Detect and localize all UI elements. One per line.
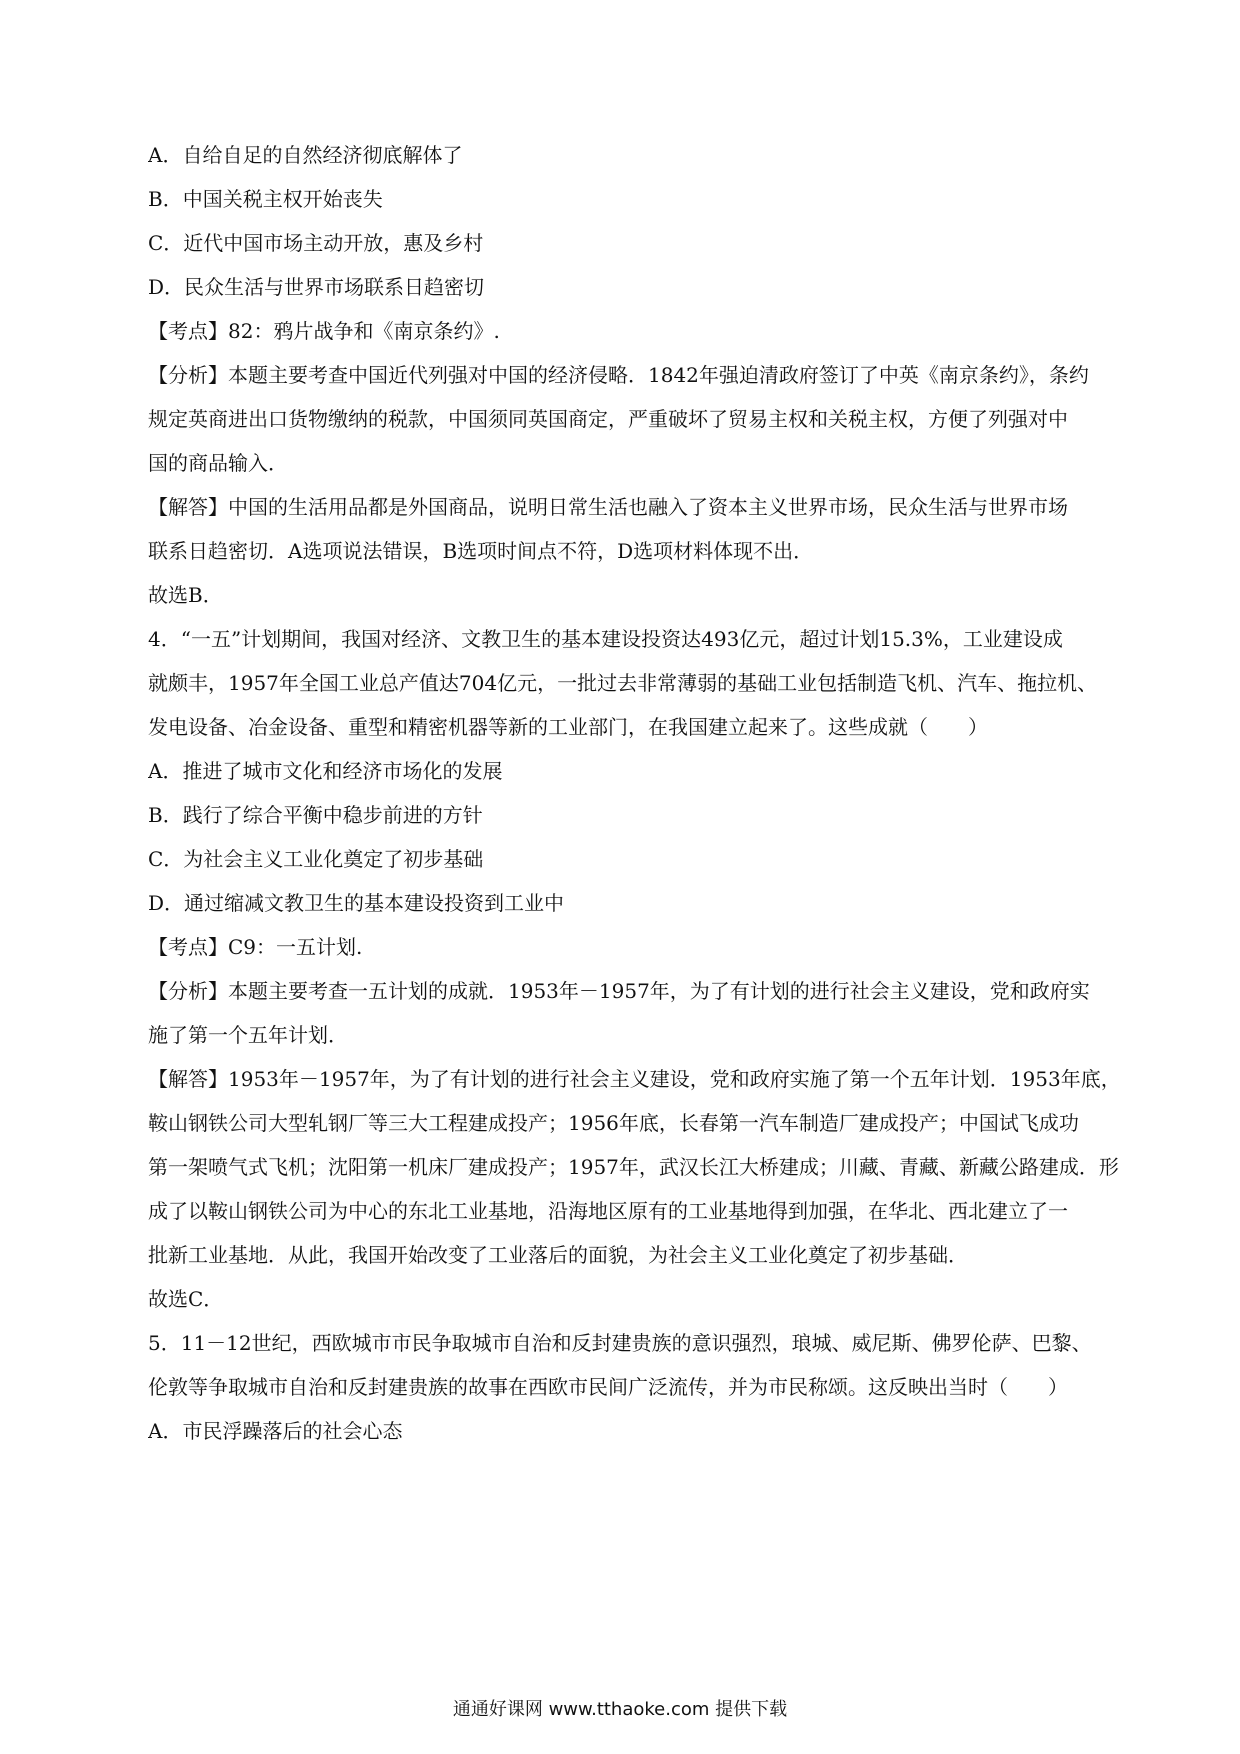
option-b: B．中国关税主权开始丧失 (148, 187, 383, 211)
conclusion: 故选B． (148, 583, 223, 607)
answer-line: 批新工业基地．从此，我国开始改变了工业落后的面貌，为社会主义工业化奠定了初步基础． (148, 1243, 968, 1267)
answer-line: 【解答】中国的生活用品都是外国商品，说明日常生活也融入了资本主义世界市场，民众生活与世界市场 (148, 495, 1068, 519)
answer-line: 【解答】1953年－1957年，为了有计划的进行社会主义建设，党和政府实施了第一个五年计划．1953年底， (148, 1067, 1121, 1091)
question-line: 就颇丰，1957年全国工业总产值达704亿元，一批过去非常薄弱的基础工业包括制造飞机、汽车、拖拉机、 (148, 671, 1098, 695)
question-line: 5．11－12世纪，西欧城市市民争取城市自治和反封建贵族的意识强烈，琅城、威尼斯、佛罗伦萨、巴黎、 (148, 1331, 1092, 1355)
analysis-line: 施了第一个五年计划． (148, 1023, 348, 1047)
option-c: C．为社会主义工业化奠定了初步基础 (148, 847, 484, 871)
option-a: A．市民浮躁落后的社会心态 (148, 1419, 403, 1443)
option-d: D．通过缩减文教卫生的基本建设投资到工业中 (148, 891, 565, 915)
analysis-line: 【分析】本题主要考查中国近代列强对中国的经济侵略．1842年强迫清政府签订了中英《南京条约》，条约 (148, 363, 1089, 387)
analysis-line: 国的商品输入． (148, 451, 288, 475)
analysis-line: 【分析】本题主要考查一五计划的成就．1953年－1957年，为了有计划的进行社会主义建设，党和政府实 (148, 979, 1090, 1003)
analysis-line: 规定英商进出口货物缴纳的税款，中国须同英国商定，严重破坏了贸易主权和关税主权，方便了列强对中 (148, 407, 1068, 431)
option-b: B．践行了综合平衡中稳步前进的方针 (148, 803, 483, 827)
page-footer: 通通好课网 www.tthaoke.com 提供下载 (452, 1699, 788, 1720)
option-a: A．推进了城市文化和经济市场化的发展 (148, 759, 503, 783)
question-line: 4．“一五”计划期间，我国对经济、文教卫生的基本建设投资达493亿元，超过计划15.3%，工业建设成 (148, 627, 1063, 651)
key-point: 【考点】C9：一五计划. (148, 935, 363, 959)
option-a: A．自给自足的自然经济彻底解体了 (148, 143, 463, 167)
key-point: 【考点】82：鸦片战争和《南京条约》. (148, 319, 500, 343)
answer-line: 鞍山钢铁公司大型轧钢厂等三大工程建成投产；1956年底，长春第一汽车制造厂建成投产；中国试飞成功 (148, 1111, 1079, 1135)
answer-line: 第一架喷气式飞机；沈阳第一机床厂建成投产；1957年，武汉长江大桥建成；川藏、青藏、新藏公路建成．形 (148, 1155, 1119, 1179)
question-line: 伦敦等争取城市自治和反封建贵族的故事在西欧市民间广泛流传，并为市民称颂。这反映出当时（ ） (148, 1375, 1068, 1399)
question-line: 发电设备、冶金设备、重型和精密机器等新的工业部门，在我国建立起来了。这些成就（ ） (148, 715, 988, 739)
option-c: C．近代中国市场主动开放，惠及乡村 (148, 231, 484, 255)
answer-line: 成了以鞍山钢铁公司为中心的东北工业基地，沿海地区原有的工业基地得到加强，在华北、西北建立了一 (148, 1199, 1068, 1223)
answer-line: 联系日趋密切．A选项说法错误，B选项时间点不符，D选项材料体现不出． (148, 539, 814, 563)
conclusion: 故选C． (148, 1287, 224, 1311)
option-d: D．民众生活与世界市场联系日趋密切 (148, 275, 485, 299)
